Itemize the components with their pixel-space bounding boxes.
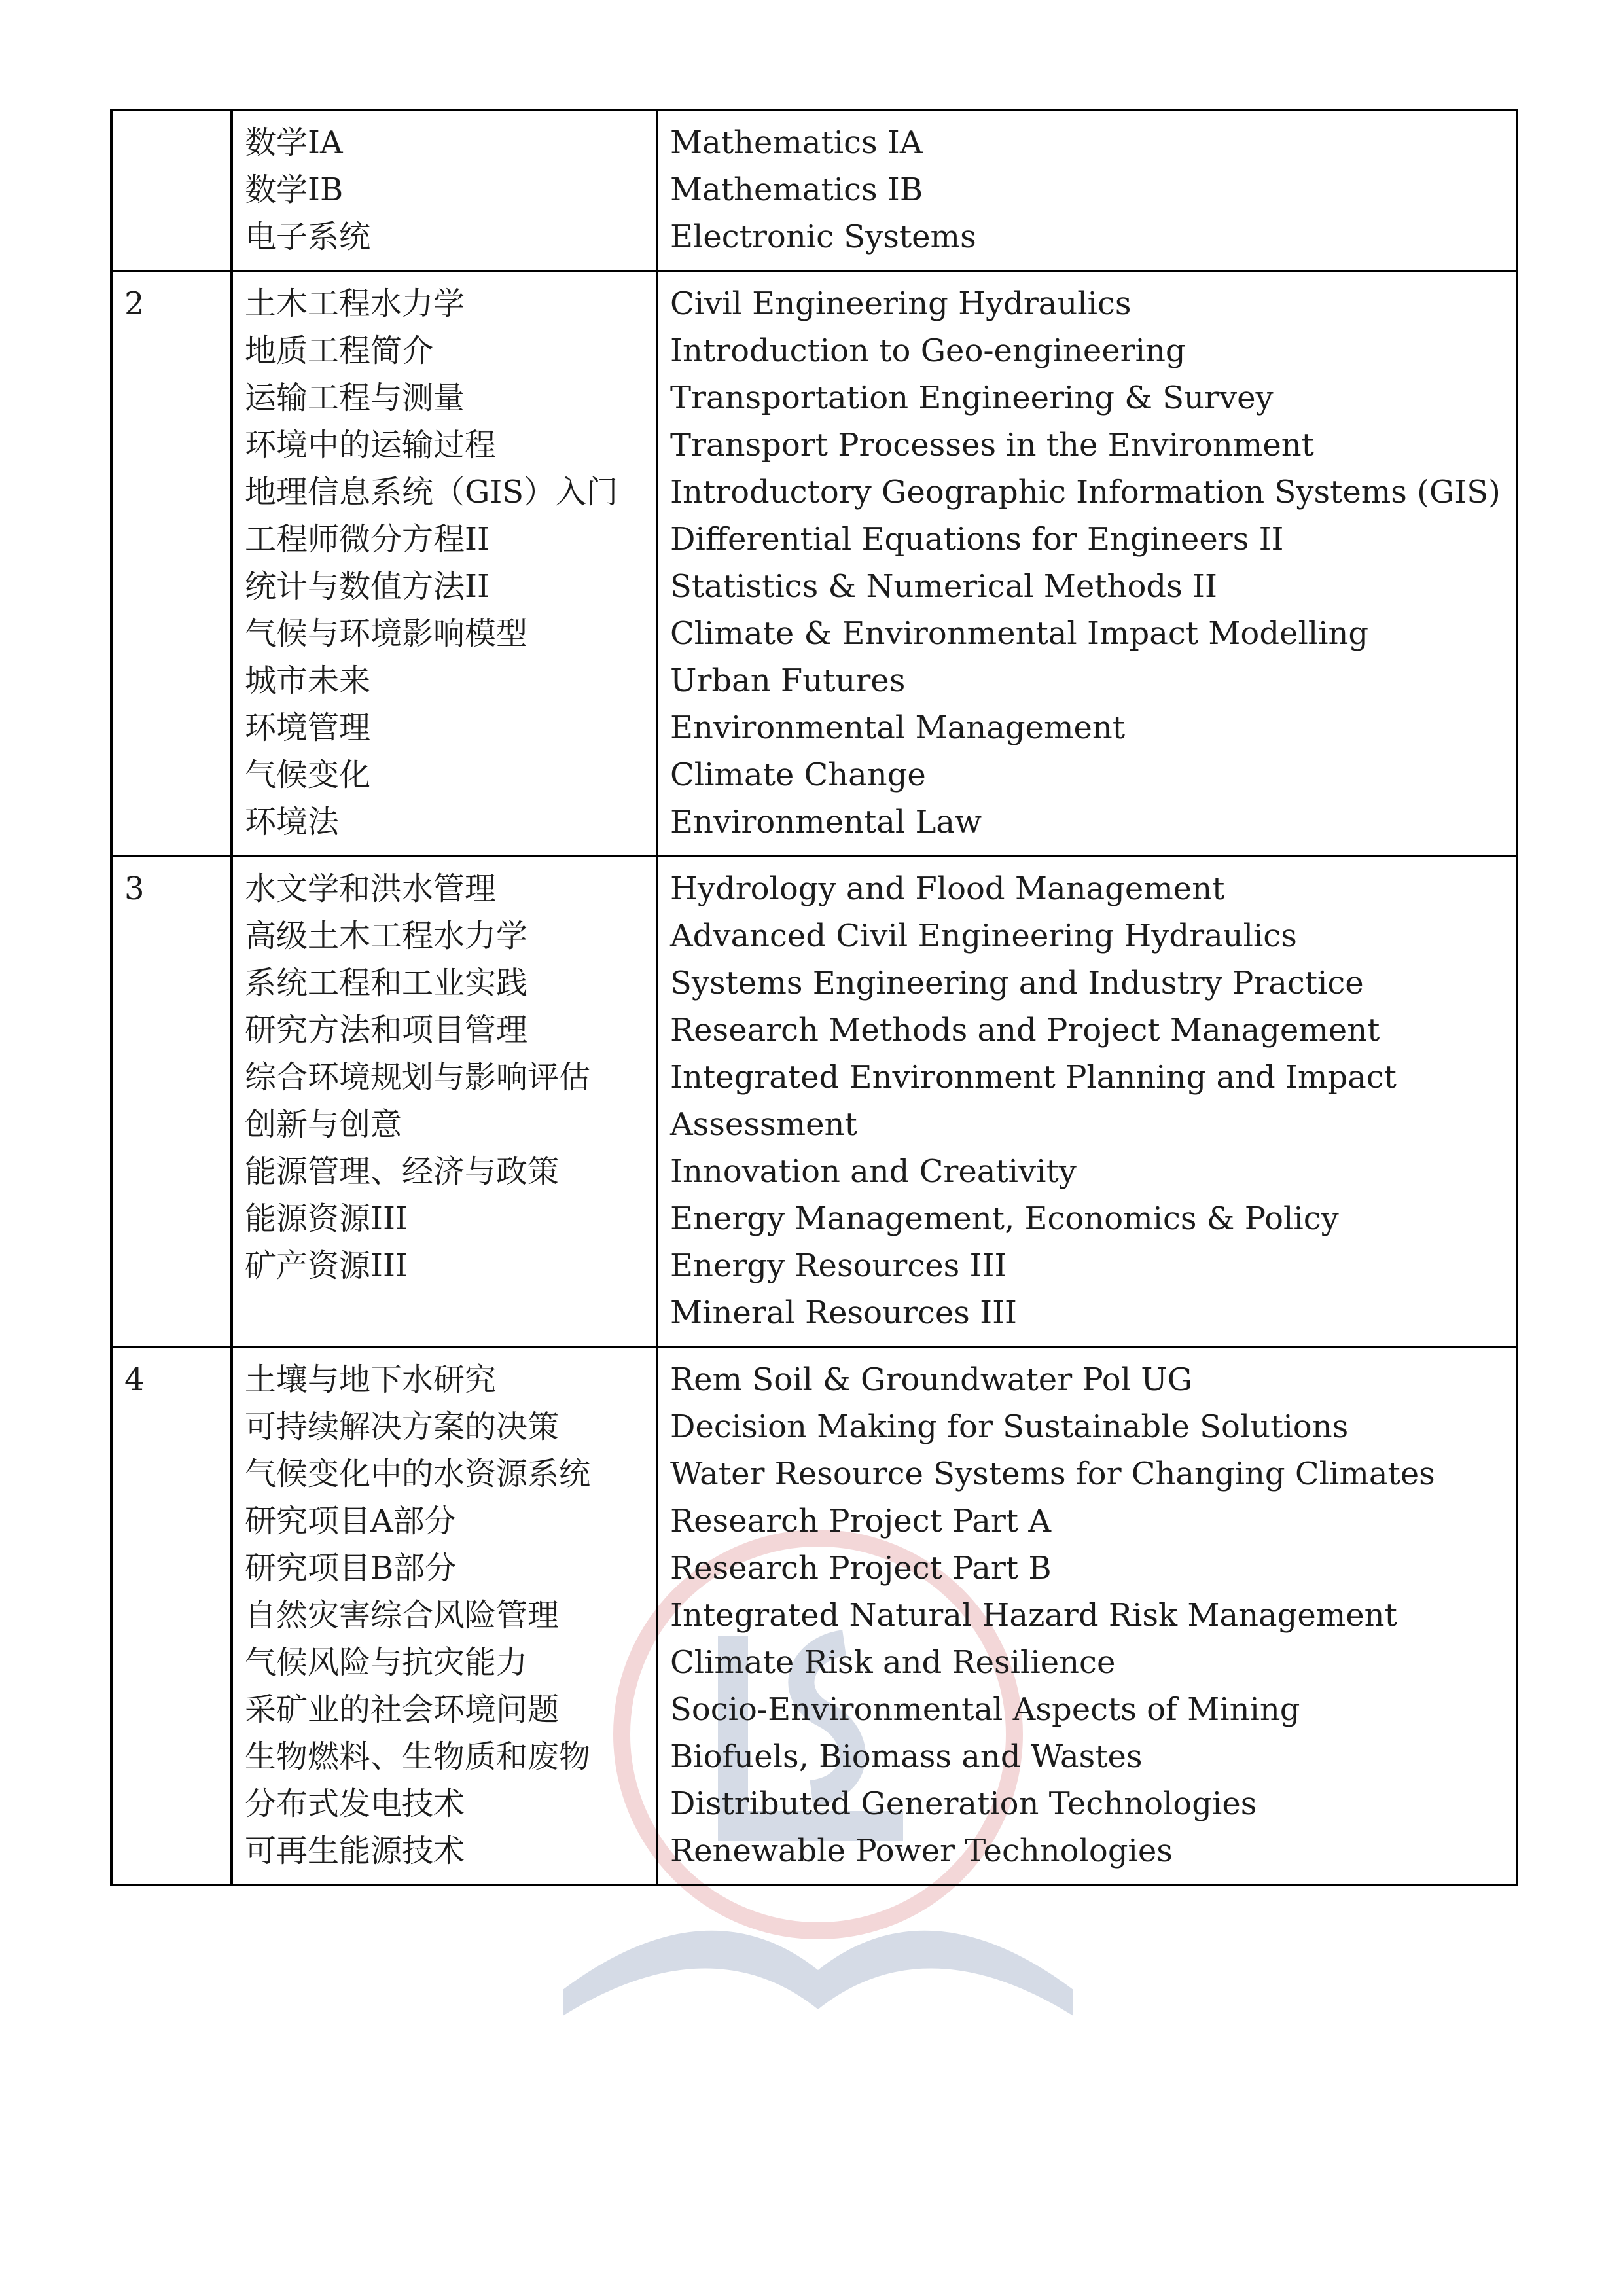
chinese-course-name: 城市未来 bbox=[245, 662, 371, 699]
english-course-name: Research Methods and Project Management bbox=[670, 1012, 1380, 1049]
chinese-course-name: 电子系统 bbox=[245, 219, 371, 255]
english-course-name: Statistics & Numerical Methods II bbox=[670, 568, 1217, 605]
english-course-name: Energy Management, Economics & Policy bbox=[670, 1200, 1339, 1237]
english-course-cell bbox=[657, 110, 1517, 271]
chinese-course-name: 研究项目B部分 bbox=[245, 1550, 457, 1587]
chinese-course-name: 生物燃料、生物质和废物 bbox=[245, 1738, 591, 1775]
table-row bbox=[111, 271, 1517, 856]
english-course-name: Water Resource Systems for Changing Climates bbox=[670, 1456, 1435, 1492]
english-course-name: Hydrology and Flood Management bbox=[670, 870, 1225, 907]
chinese-course-name: 土木工程水力学 bbox=[245, 285, 465, 322]
chinese-course-name: 矿产资源III bbox=[245, 1247, 408, 1284]
chinese-course-cell bbox=[232, 110, 657, 271]
english-course-name: Environmental Law bbox=[670, 804, 982, 840]
chinese-course-name: 采矿业的社会环境问题 bbox=[245, 1691, 560, 1728]
chinese-course-name: 系统工程和工业实践 bbox=[245, 965, 528, 1001]
table-row bbox=[111, 856, 1517, 1347]
english-course-name: Urban Futures bbox=[670, 662, 906, 699]
year-cell bbox=[111, 110, 232, 271]
english-course-name: Environmental Management bbox=[670, 709, 1126, 746]
chinese-course-name: 可持续解决方案的决策 bbox=[245, 1408, 560, 1445]
chinese-course-name: 环境法 bbox=[245, 804, 340, 840]
english-course-name: Decision Making for Sustainable Solutions bbox=[670, 1408, 1349, 1445]
chinese-course-name: 研究方法和项目管理 bbox=[245, 1012, 528, 1049]
english-course-name: Electronic Systems bbox=[670, 219, 976, 255]
english-course-name: Introduction to Geo-engineering bbox=[670, 332, 1186, 369]
chinese-course-cell bbox=[232, 1347, 657, 1885]
english-course-name: Socio-Environmental Aspects of Mining bbox=[670, 1691, 1300, 1728]
chinese-course-name: 分布式发电技术 bbox=[245, 1785, 465, 1822]
english-course-name: Rem Soil & Groundwater Pol UG bbox=[670, 1361, 1193, 1398]
chinese-course-name: 能源资源III bbox=[245, 1200, 408, 1237]
chinese-course-name: 创新与创意 bbox=[245, 1106, 402, 1143]
year-cell bbox=[111, 1347, 232, 1885]
english-course-name: Mineral Resources III bbox=[670, 1295, 1017, 1331]
english-course-name: Climate Risk and Resilience bbox=[670, 1644, 1116, 1681]
chinese-course-name: 工程师微分方程II bbox=[245, 521, 490, 558]
english-course-name: Transport Processes in the Environment bbox=[670, 427, 1314, 463]
table-row bbox=[111, 1347, 1517, 1885]
english-course-name: Distributed Generation Technologies bbox=[670, 1785, 1257, 1822]
english-course-name: Transportation Engineering & Survey bbox=[670, 380, 1274, 416]
english-course-name: Biofuels, Biomass and Wastes bbox=[670, 1738, 1143, 1775]
english-course-name: Renewable Power Technologies bbox=[670, 1833, 1173, 1869]
english-course-cell bbox=[657, 271, 1517, 856]
english-course-cell bbox=[657, 1347, 1517, 1885]
english-course-name: Mathematics IA bbox=[670, 124, 923, 161]
chinese-course-name: 能源管理、经济与政策 bbox=[245, 1153, 560, 1190]
table-row bbox=[111, 110, 1517, 271]
chinese-course-name: 地质工程简介 bbox=[245, 332, 434, 369]
year-number: 2 bbox=[124, 285, 145, 322]
course-table-body bbox=[111, 110, 1517, 1885]
chinese-course-name: 数学IA bbox=[245, 124, 343, 161]
english-course-name: Climate Change bbox=[670, 757, 926, 793]
chinese-course-cell bbox=[232, 271, 657, 856]
year-number: 3 bbox=[124, 870, 145, 907]
chinese-course-cell bbox=[232, 856, 657, 1347]
year-cell bbox=[111, 271, 232, 856]
year-number: 4 bbox=[124, 1361, 145, 1398]
english-course-name: Differential Equations for Engineers II bbox=[670, 521, 1284, 558]
chinese-course-name: 气候变化中的水资源系统 bbox=[245, 1456, 591, 1492]
chinese-course-name: 环境中的运输过程 bbox=[245, 427, 497, 463]
english-course-name: Integrated Natural Hazard Risk Management bbox=[670, 1597, 1397, 1634]
english-course-cell bbox=[657, 856, 1517, 1347]
chinese-course-name: 自然灾害综合风险管理 bbox=[245, 1597, 560, 1634]
course-table bbox=[110, 109, 1518, 1886]
english-course-name: Systems Engineering and Industry Practice bbox=[670, 965, 1364, 1001]
chinese-course-name: 运输工程与测量 bbox=[245, 380, 465, 416]
chinese-course-name: 统计与数值方法II bbox=[245, 568, 490, 605]
chinese-course-name: 环境管理 bbox=[245, 709, 371, 746]
year-cell bbox=[111, 856, 232, 1347]
chinese-course-name: 可再生能源技术 bbox=[245, 1833, 465, 1869]
chinese-course-name: 水文学和洪水管理 bbox=[245, 870, 497, 907]
chinese-course-name: 综合环境规划与影响评估 bbox=[245, 1059, 591, 1096]
chinese-course-name: 地理信息系统（GIS）入门 bbox=[245, 474, 618, 511]
chinese-course-name: 研究项目A部分 bbox=[245, 1503, 456, 1539]
english-course-name: Introductory Geographic Information Systems (GIS) bbox=[670, 474, 1501, 511]
english-course-name: Mathematics IB bbox=[670, 171, 923, 208]
chinese-course-name: 土壤与地下水研究 bbox=[245, 1361, 497, 1398]
english-course-name: Climate & Environmental Impact Modelling bbox=[670, 615, 1369, 652]
english-course-name: Innovation and Creativity bbox=[670, 1153, 1077, 1190]
english-course-name: Integrated Environment Planning and Impact Assessment bbox=[670, 1059, 1397, 1143]
chinese-course-name: 气候风险与抗灾能力 bbox=[245, 1644, 528, 1681]
english-course-name: Advanced Civil Engineering Hydraulics bbox=[670, 918, 1297, 954]
chinese-course-name: 气候变化 bbox=[245, 757, 371, 793]
english-course-name: Energy Resources III bbox=[670, 1247, 1007, 1284]
english-course-name: Research Project Part B bbox=[670, 1550, 1052, 1587]
chinese-course-name: 高级土木工程水力学 bbox=[245, 918, 528, 954]
chinese-course-name: 气候与环境影响模型 bbox=[245, 615, 528, 652]
chinese-course-name: 数学IB bbox=[245, 171, 344, 208]
english-course-name: Research Project Part A bbox=[670, 1503, 1051, 1539]
english-course-name: Civil Engineering Hydraulics bbox=[670, 285, 1132, 322]
